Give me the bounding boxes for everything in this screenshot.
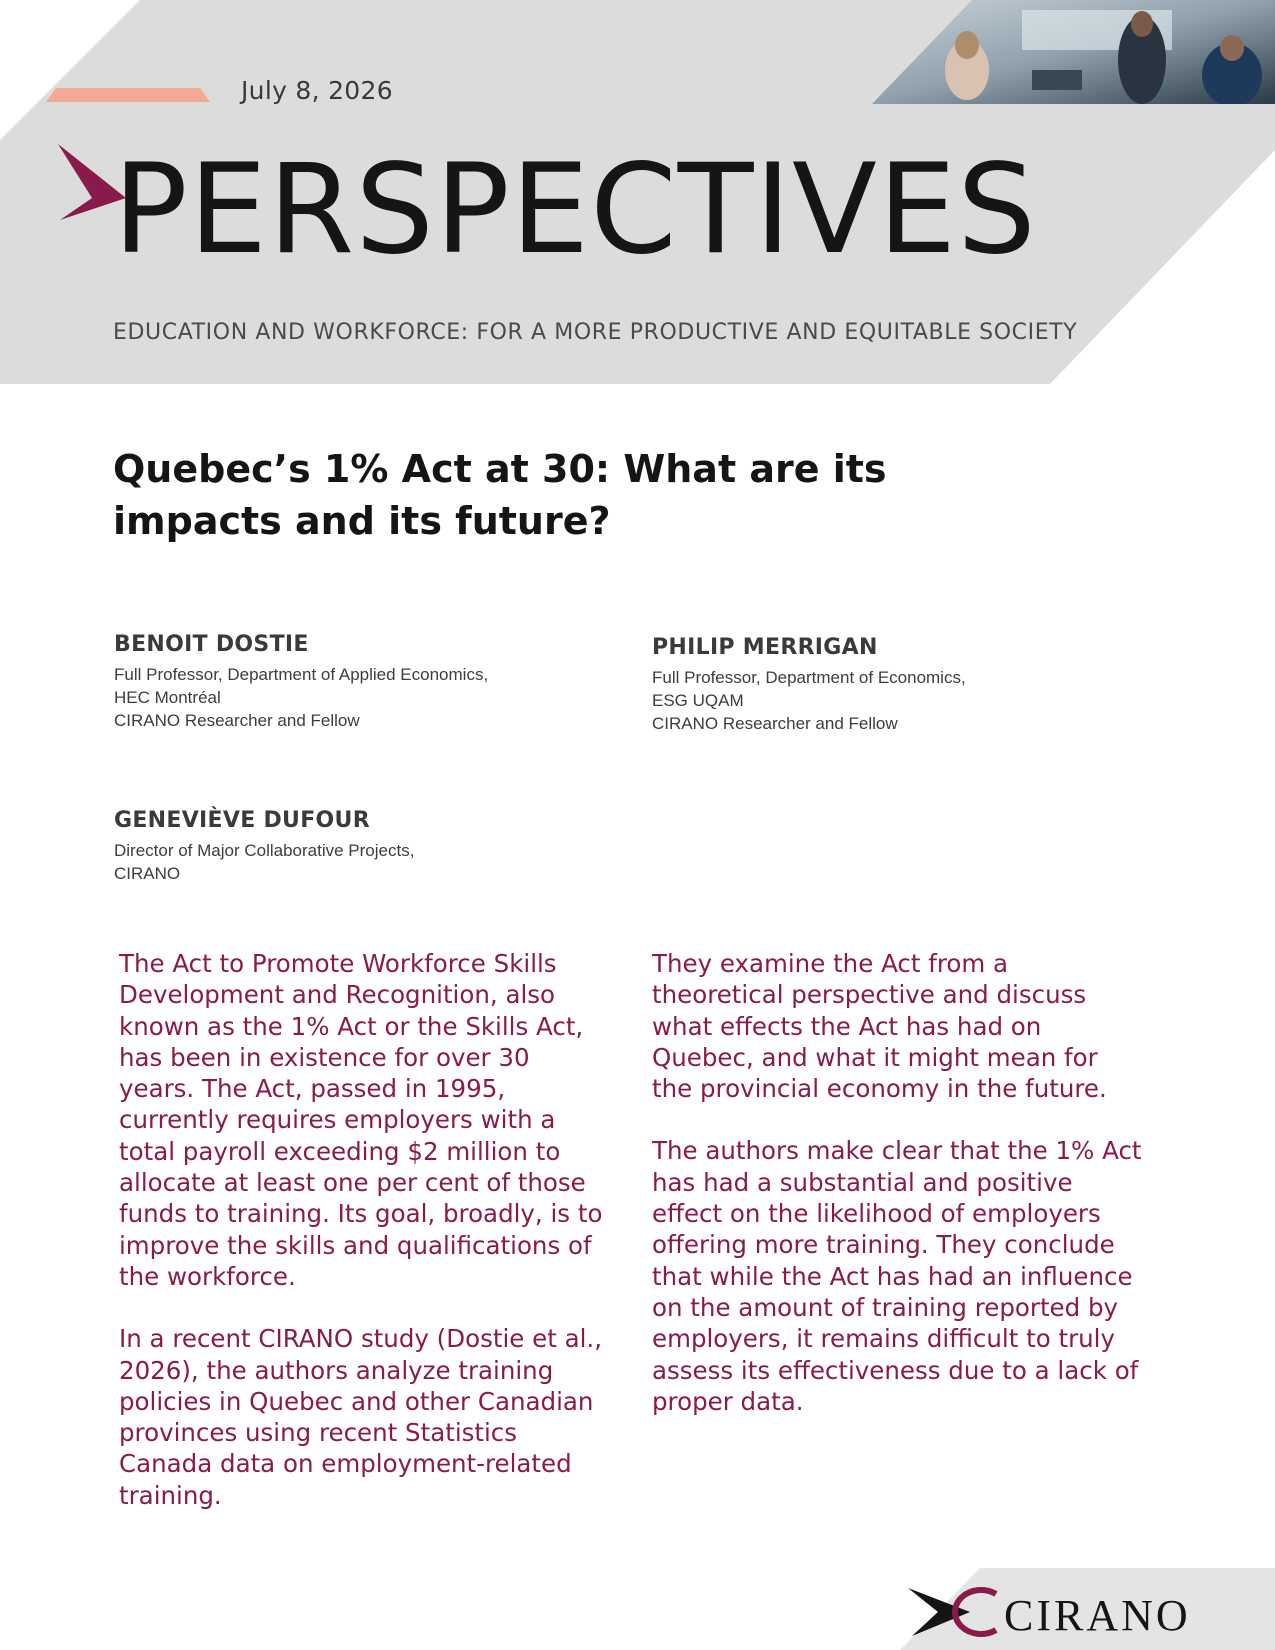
author-affiliation: CIRANO xyxy=(114,864,181,883)
publication-date: July 8, 2026 xyxy=(241,76,393,105)
author-name: PHILIP MERRIGAN xyxy=(652,635,878,660)
author-role: CIRANO Researcher and Fellow xyxy=(114,711,360,730)
classroom-photo xyxy=(872,0,1275,104)
author-title: Full Professor, Department of Applied Economics, xyxy=(114,665,489,684)
author-title: Full Professor, Department of Economics, xyxy=(652,668,966,687)
body-column-right xyxy=(652,948,1142,1448)
masthead: PERSPECTIVES xyxy=(113,138,1037,282)
page-title: Quebec’s 1% Act at 30: What are its impacts and its future? xyxy=(113,447,887,543)
accent-bar xyxy=(46,88,210,102)
body-column-left xyxy=(119,948,609,1542)
author-title: Director of Major Collaborative Projects, xyxy=(114,841,415,860)
author-block xyxy=(652,635,966,735)
cirano-logo-text: CIRANO xyxy=(1004,1591,1191,1640)
author-affiliation: ESG UQAM xyxy=(652,691,744,710)
tagline: EDUCATION AND WORKFORCE: FOR A MORE PRODUCTIVE AND EQUITABLE SOCIETY xyxy=(113,320,1078,345)
body-paragraph: The authors make clear that the 1% Act has had a substantial and positive effect on the likelihood of employers offering more training. They conclude that while the Act has had an influence on the amount of training reported by employers, it remains difficult to truly assess its effectiveness due to a lack of proper data. xyxy=(652,1136,1142,1416)
author-role: CIRANO Researcher and Fellow xyxy=(652,714,898,733)
author-name: GENEVIÈVE DUFOUR xyxy=(114,808,370,833)
body-paragraph: The Act to Promote Workforce Skills Development and Recognition, also known as the 1% Act or the Skills Act, has been in existence for over 30 years. The Act, passed in 1995, currently requires employers with a total payroll exceeding $2 million to allocate at least one per cent of those funds to training. Its goal, broadly, is to improve the skills and qualifications of the workforce. xyxy=(119,949,603,1291)
body-paragraph: They examine the Act from a theoretical perspective and discuss what effects the Act has had on Quebec, and what it might mean for the provincial economy in the future. xyxy=(652,949,1107,1104)
author-block xyxy=(114,632,488,732)
body-paragraph: In a recent CIRANO study (Dostie et al., 2026), the authors analyze training policies in Quebec and other Canadian provinces using recent Statistics Canada data on employment-related training. xyxy=(119,1324,602,1510)
author-name: BENOIT DOSTIE xyxy=(114,632,309,657)
author-block xyxy=(114,808,414,885)
author-affiliation: HEC Montréal xyxy=(114,688,221,707)
cirano-logo-icon xyxy=(908,1586,1004,1638)
